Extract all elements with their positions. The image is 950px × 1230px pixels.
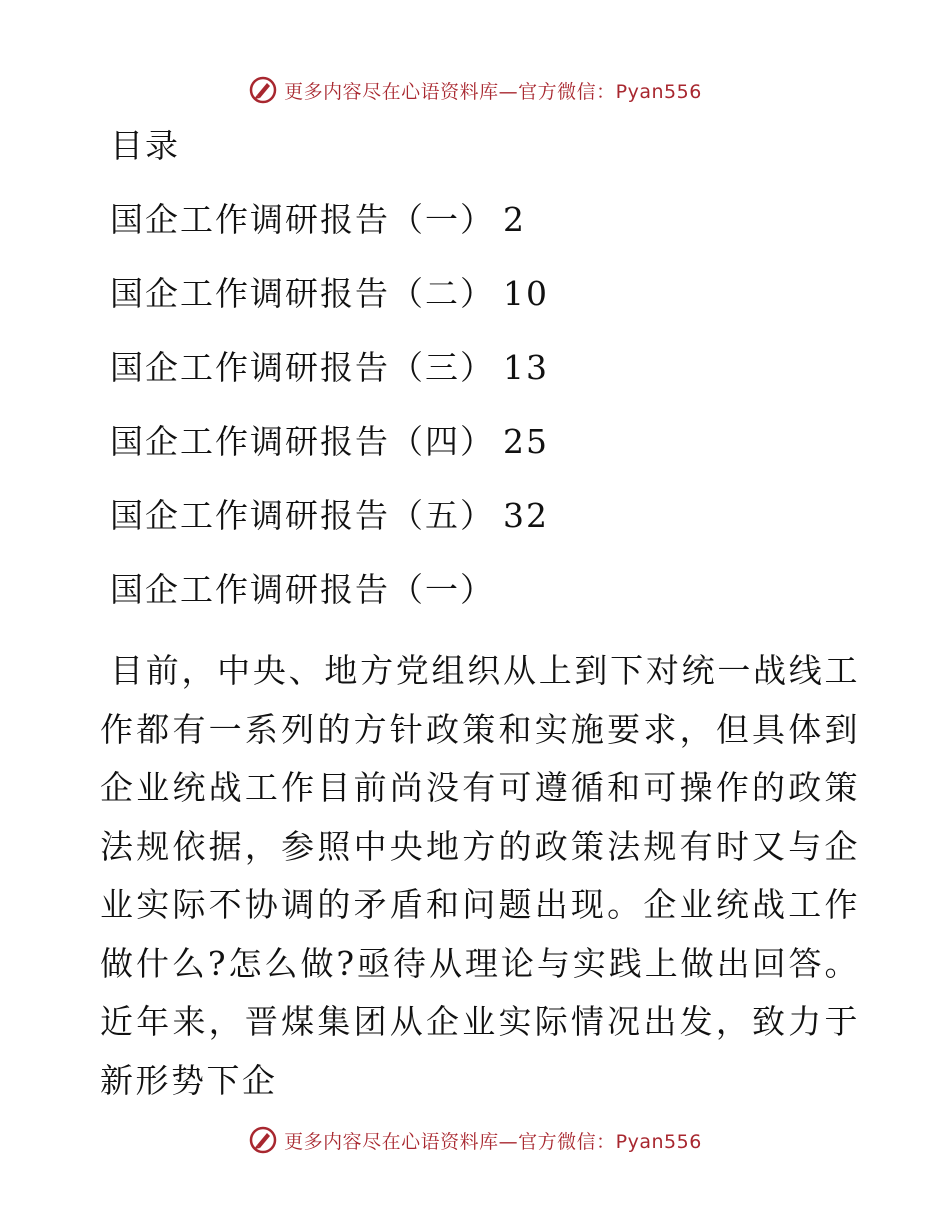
toc-entry[interactable] xyxy=(110,494,549,568)
header-watermark xyxy=(0,70,950,110)
toc-entry-label: 国企工作调研报告（四） xyxy=(110,422,495,461)
toc-entry[interactable] xyxy=(110,420,549,494)
pen-circle-logo-icon xyxy=(248,1125,278,1155)
watermark-text: 更多内容尽在心语资料库—官方微信：Pyan556 xyxy=(284,1130,702,1153)
watermark-text: 更多内容尽在心语资料库—官方微信：Pyan556 xyxy=(284,80,702,103)
toc-entry-page: 25 xyxy=(503,422,549,461)
toc-entry-page: 32 xyxy=(503,496,549,535)
body-paragraph: 目前，中央、地方党组织从上到下对统一战线工作都有一系列的方针政策和实施要求，但具体到企业统战工作目前尚没有可遵循和可操作的政策法规依据，参照中央地方的政策法规有时又与企业实际不协调的矛盾和问题出现。企业统战工作做什么?怎么做?亟待从理论与实践上做出回答。近年来，晋煤集团从企业实际情况出发，致力于新形势下企 xyxy=(100,651,860,1100)
toc-entry-label: 国企工作调研报告（一） xyxy=(110,200,495,239)
toc-list xyxy=(110,198,549,568)
toc-entry-page: 10 xyxy=(503,274,549,313)
toc-entry[interactable] xyxy=(110,346,549,420)
toc-entry[interactable] xyxy=(110,272,549,346)
toc-entry-label: 国企工作调研报告（五） xyxy=(110,496,495,535)
footer-watermark xyxy=(0,1120,950,1160)
toc-title: 目录 xyxy=(110,126,180,165)
section-heading: 国企工作调研报告（一） xyxy=(110,570,495,609)
toc-entry[interactable] xyxy=(110,198,549,272)
pen-circle-logo-icon xyxy=(248,75,278,105)
toc-entry-label: 国企工作调研报告（三） xyxy=(110,348,495,387)
toc-entry-page: 2 xyxy=(503,200,526,239)
toc-entry-page: 13 xyxy=(503,348,549,387)
toc-entry-label: 国企工作调研报告（二） xyxy=(110,274,495,313)
